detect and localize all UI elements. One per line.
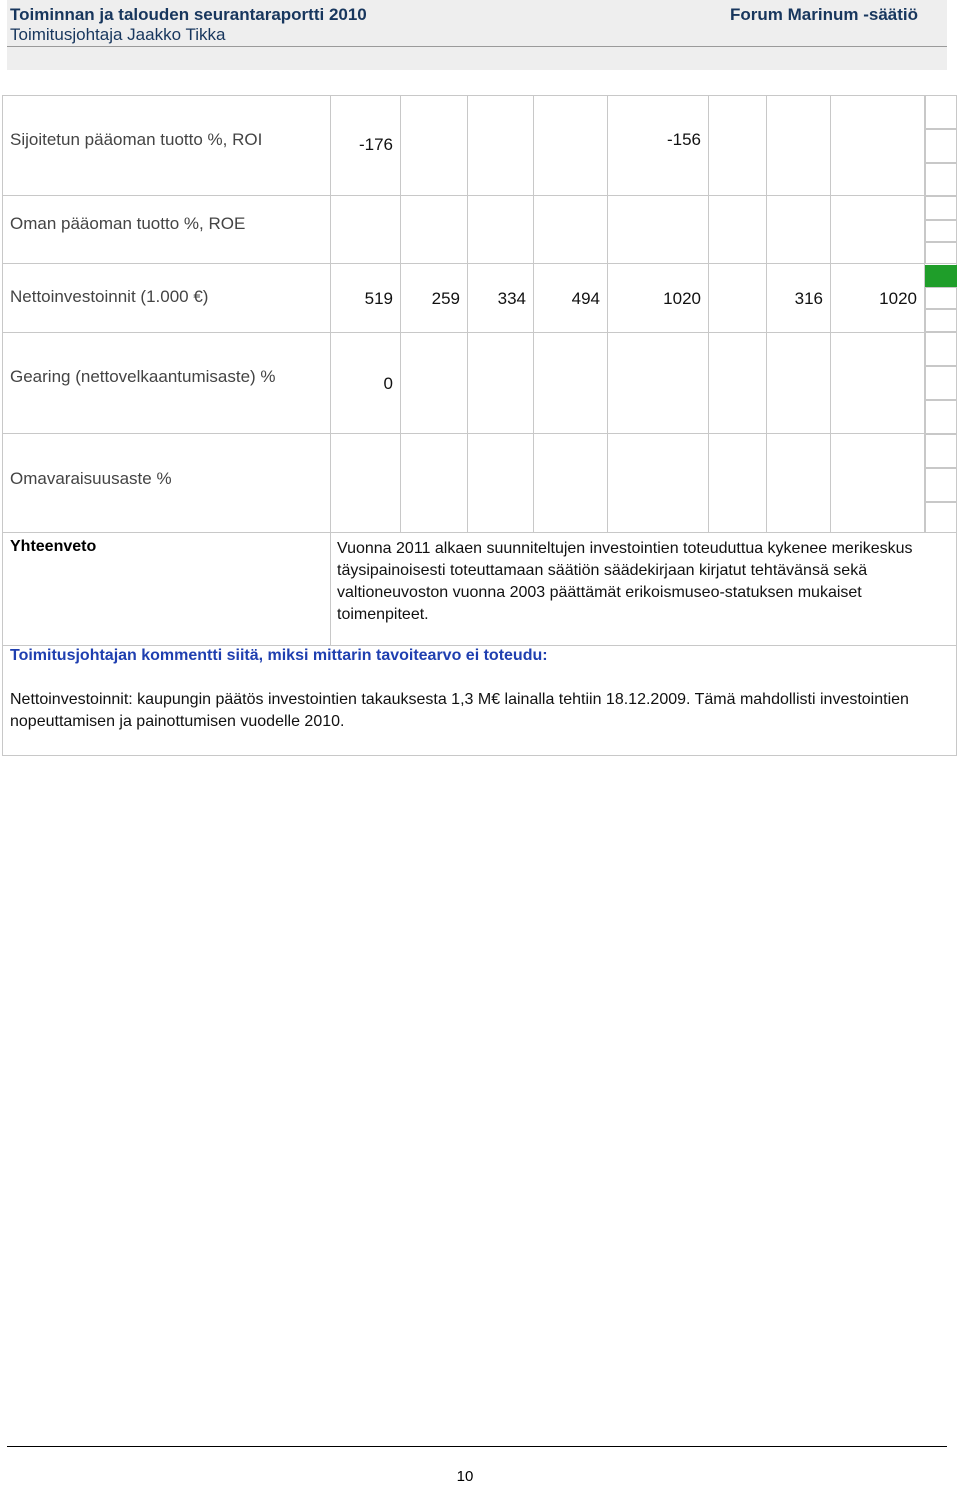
footer-divider [7, 1446, 947, 1447]
metric-label-gearing: Gearing (nettovelkaantumisaste) % [10, 367, 276, 386]
report-author: Toimitusjohtaja Jaakko Tikka [10, 25, 226, 44]
metric-label-net-investments: Nettoinvestoinnit (1.000 €) [10, 287, 209, 306]
metric-label-equity-ratio: Omavaraisuusaste % [10, 469, 172, 488]
comment-text: Nettoinvestoinnit: kaupungin päätös investointien takauksesta 1,3 M€ lainalla tehtiin 18.12.2009. Tämä mahdollisti investointien nopeuttamisen ja painottumisen vuodelle 2010. [10, 691, 909, 730]
indicator-cell [925, 400, 957, 434]
net-investments-value: 519 [364, 289, 393, 308]
indicator-cell [925, 287, 957, 309]
indicator-cell [925, 366, 957, 400]
gearing-value: 0 [383, 374, 393, 393]
summary-heading: Yhteenveto [10, 538, 97, 555]
organization-name: Forum Marinum -säätiö [730, 5, 918, 24]
indicator-cell [925, 309, 957, 332]
indicator-cell [925, 163, 957, 196]
roi-value-1: -176 [358, 135, 393, 154]
indicator-cell [925, 434, 957, 468]
summary-text: Vuonna 2011 alkaen suunniteltujen investointien toteuduttua kykenee merikeskus täysipainoisesti toteuttamaan säätiön säädekirjaan kirjatut tehtävänsä sekä valtioneuvoston vuonna 2003 päättämät erikoismuseo-statuksen mukaiset toimenpiteet. [337, 540, 913, 623]
indicator-cell [925, 196, 957, 220]
indicator-cell [925, 502, 957, 533]
roi-value-2: -156 [666, 130, 701, 149]
header-divider [7, 46, 947, 47]
net-investments-value: 494 [571, 289, 600, 308]
indicator-cell [925, 468, 957, 502]
net-investments-value: 1020 [879, 289, 917, 308]
report-title: Toiminnan ja talouden seurantaraportti 2010 [10, 5, 367, 24]
indicator-cell [925, 242, 957, 264]
net-investments-value: 1020 [663, 289, 701, 308]
indicator-cell [925, 220, 957, 242]
net-investments-value: 334 [497, 289, 526, 308]
indicator-cell [925, 129, 957, 163]
net-investments-value: 259 [431, 289, 460, 308]
indicator-cell [925, 332, 957, 366]
metric-label-roi: Sijoitetun pääoman tuotto %, ROI [10, 130, 263, 149]
page-number: 10 [456, 1468, 474, 1485]
net-investments-value: 316 [794, 289, 823, 308]
indicator-cell [925, 95, 957, 129]
status-indicator-green [925, 265, 957, 287]
comment-heading: Toimitusjohtajan kommentti siitä, miksi mittarin tavoitearvo ei toteudu: [10, 647, 548, 664]
metric-label-roe: Oman pääoman tuotto %, ROE [10, 214, 246, 233]
